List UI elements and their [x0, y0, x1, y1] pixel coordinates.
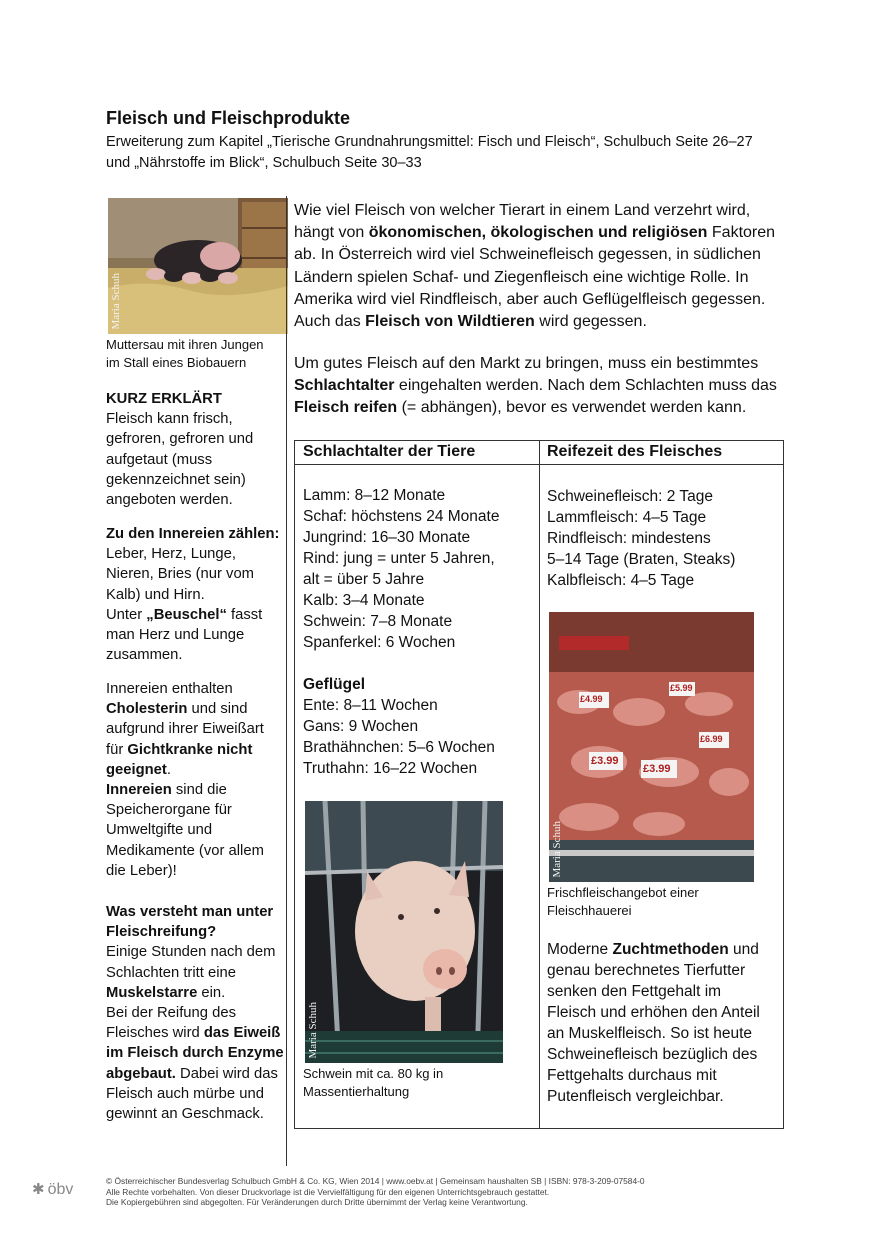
photo-credit: Maria Schuh [110, 273, 122, 330]
text-line [106, 983, 284, 1003]
eiweiss-term: das Eiweiß [203, 1025, 281, 1042]
text-fragment: eingehalten werden. Nach dem Schlachten muss das [394, 377, 777, 395]
text-fragment: Dabei wird das [175, 1065, 278, 1082]
photo-pig [305, 801, 503, 1063]
price-tag: £5.99 [670, 683, 693, 693]
price-tag: £3.99 [591, 755, 619, 767]
text-line [106, 605, 279, 625]
text-line: angeboten werden. [106, 492, 233, 509]
text-line: zusammen. [106, 647, 183, 664]
text-fragment: Unter [106, 606, 147, 623]
text-fragment: wird gegessen. [534, 313, 647, 331]
text-line: Fettgehalts durchaus mit [547, 1067, 717, 1084]
price-tag: £6.99 [700, 734, 723, 744]
text-line: gefroren, gefroren und [106, 431, 254, 448]
text-line: Medikamente (vor allem [106, 842, 264, 859]
table-header-reifezeit: Reifezeit des Fleisches [547, 443, 723, 460]
text-line: die Leber)! [106, 862, 177, 879]
reifung-heading-text: Fleischreifung? [106, 924, 217, 941]
cholesterin-box [106, 679, 264, 881]
text-fragment: Fleisches wird [106, 1025, 204, 1042]
photo-sow-piglets-image [108, 198, 288, 334]
column-divider [286, 196, 287, 1166]
geeignet-term: geeignet [106, 761, 167, 778]
intro-paragraph [294, 200, 775, 333]
text-line: Nieren, Bries (nur vom [106, 566, 255, 583]
reifezeit-list [547, 486, 735, 591]
text-line: Putenfleisch vergleichbar. [547, 1088, 724, 1105]
text-line: an Muskelfleisch. So ist heute [547, 1025, 753, 1042]
list-item: Schwein: 7–8 Monate [303, 613, 453, 630]
text-line: gewinnt an Geschmack. [106, 1106, 264, 1123]
gicht-term: Gichtkranke nicht [127, 741, 253, 758]
photo-credit: Maria Schuh [551, 821, 563, 878]
table-header-schlachtalter: Schlachtalter der Tiere [303, 443, 476, 460]
photo-credit: Maria Schuh [307, 1002, 319, 1059]
kurz-erklaert-box [106, 389, 253, 510]
list-item: Schweinefleisch: 2 Tage [547, 488, 714, 505]
caption-line: im Stall eines Biobauern [106, 355, 247, 370]
oebv-star-icon: ✱ [32, 1181, 45, 1198]
publisher-logo [32, 1180, 73, 1199]
text-line: Schweinefleisch bezüglich des [547, 1046, 758, 1063]
text-line: genau berechnetes Tierfutter [547, 962, 746, 979]
text-line: Amerika wird viel Rindfleisch, aber auch Geflügelfleisch gegessen. [294, 290, 766, 308]
footer-line: Alle Rechte vorbehalten. Von dieser Druckvorlage ist die Vervielfältigung für den eigenen Unterrichtsgebrauch gestattet. [106, 1186, 550, 1197]
innereien-heading-text: Zu den Innereien zählen: [106, 526, 280, 542]
text-line: aufgrund ihrer Eiweißart [106, 721, 264, 738]
page-title: Fleisch und Fleischprodukte [106, 108, 351, 128]
text-line: Fleisch und erhöhen den Anteil [547, 1004, 760, 1021]
text-fragment: ein. [197, 984, 226, 1001]
photo-meat-counter-image [549, 612, 754, 882]
list-item: Rindfleisch: mindestens [547, 530, 711, 547]
list-item: Jungrind: 16–30 Monate [303, 529, 471, 546]
text-line [547, 939, 760, 960]
muskelstarre-term: Muskelstarre [106, 984, 198, 1001]
text-line [294, 397, 777, 419]
text-line: Fleisch auch mürbe und [106, 1085, 264, 1102]
kurz-erklaert-heading-text: KURZ ERKLÄRT [106, 391, 222, 407]
cholesterin-term: Cholesterin [106, 701, 188, 718]
text-line: Wie viel Fleisch von welcher Tierart in einem Land verzehrt wird, [294, 202, 751, 219]
text-line: Umweltgifte und [106, 822, 213, 839]
enzyme-term: im Fleisch durch Enzyme [106, 1045, 284, 1062]
text-line: ab. In Österreich wird viel Schweinefleisch gegessen, in südlichen [294, 246, 761, 264]
schlachtalter-term: Schlachtalter [294, 377, 395, 395]
list-item: 5–14 Tage (Braten, Steaks) [547, 551, 736, 568]
subtitle-line: Erweiterung zum Kapitel „Tierische Grundnahrungsmittel: Fisch und Fleisch“, Schulbuch Seite 26–27 [106, 134, 753, 150]
text-fragment: . [166, 761, 171, 778]
list-item: Lammfleisch: 4–5 Tage [547, 509, 707, 526]
text-fragment: für [106, 741, 128, 758]
text-line: Bei der Reifung des [106, 1005, 236, 1022]
text-line: gekennzeichnet sein) [106, 471, 246, 488]
text-fragment: fasst [226, 606, 263, 623]
innereien-heading [106, 524, 279, 544]
text-line: aufgetaut (muss [106, 451, 213, 468]
list-item: Truthahn: 16–22 Wochen [303, 760, 478, 777]
text-line: Fleisch kann frisch, [106, 411, 233, 428]
subtitle-line: und „Nährstoffe im Blick“, Schulbuch Seite 30–33 [106, 155, 422, 171]
caption-line: Schwein mit ca. 80 kg in [303, 1066, 444, 1081]
text-fragment: Auch das [294, 313, 366, 331]
abgebaut-term: abgebaut. [106, 1065, 176, 1082]
zuchtmethoden-term: Zuchtmethoden [612, 941, 729, 958]
text-fragment: Moderne [547, 941, 613, 958]
gefluegel-heading [303, 674, 499, 695]
text-line: Ländern spielen Schaf- und Ziegenfleisch eine wichtige Rolle. In [294, 268, 749, 286]
fleischreifung-box [106, 902, 284, 1124]
list-item: Kalbfleisch: 4–5 Tage [547, 572, 695, 589]
text-line [106, 760, 264, 780]
kurz-erklaert-heading [106, 389, 253, 409]
list-item: Lamm: 8–12 Monate [303, 487, 446, 504]
fleisch-reifen-term: Fleisch reifen [294, 399, 398, 417]
text-line: Leber, Herz, Lunge, [106, 546, 236, 563]
footer-line: © Österreichischer Bundesverlag Schulbuch GmbH & Co. KG, Wien 2014 | www.oebv.at | Gemeinsam haushalten SB | ISBN: 978-3-209-07584-0 [106, 1176, 645, 1186]
text-line: senken den Fettgehalt im [547, 983, 722, 1000]
text-line: man Herz und Lunge [106, 627, 245, 644]
text-fragment: (= abhängen), bevor es verwendet werden kann. [397, 399, 747, 417]
faktoren-term: ökonomischen, ökologischen und religiösen [368, 224, 708, 242]
list-item: Rind: jung = unter 5 Jahren, [303, 550, 495, 567]
list-item: Kalb: 3–4 Monate [303, 592, 425, 609]
list-item: Brathähnchen: 5–6 Wochen [303, 739, 495, 756]
photo-meat-caption [547, 884, 699, 920]
page-subtitle [106, 132, 806, 174]
text-line [106, 1043, 284, 1063]
photo-pig-caption [303, 1065, 443, 1101]
text-line: Innereien enthalten [106, 681, 233, 697]
caption-line: Muttersau mit ihren Jungen [106, 337, 264, 352]
text-line [294, 222, 775, 244]
caption-line: Frischfleischangebot einer [547, 885, 699, 900]
list-item: Spanferkel: 6 Wochen [303, 634, 456, 651]
text-line: Schlachten tritt eine [106, 964, 236, 981]
price-tag: £4.99 [580, 694, 603, 704]
list-item: alt = über 5 Jahre [303, 571, 425, 588]
price-tag: £3.99 [643, 763, 671, 775]
caption-line: Fleischhauerei [547, 903, 632, 918]
text-line [106, 1064, 284, 1084]
text-line [106, 740, 264, 760]
photo-pig-image [305, 801, 503, 1063]
reifung-heading-text: Was versteht man unter [106, 904, 274, 920]
photo-meat-counter [549, 612, 754, 882]
photo-sow-piglets [108, 198, 288, 334]
footer-line: Die Kopiergebühren sind abgegolten. Für Veränderungen durch Dritte übernimmt der Verlag keine Verantwortung. [106, 1197, 528, 1207]
reifung-heading [106, 902, 284, 922]
beuschel-term: „Beuschel“ [146, 606, 227, 623]
text-fragment: Faktoren [707, 224, 776, 242]
innereien-box [106, 524, 279, 665]
list-item: Schaf: höchstens 24 Monate [303, 508, 500, 525]
innereien-term: Innereien [106, 782, 172, 799]
gefluegel-heading-text: Geflügel [303, 676, 366, 693]
schlachtalter-paragraph [294, 353, 777, 420]
text-line: Um gutes Fleisch auf den Markt zu bringen, muss ein bestimmtes [294, 355, 759, 372]
text-fragment: und sind [187, 701, 248, 718]
caption-line: Massentierhaltung [303, 1084, 410, 1099]
photo-sow-caption [106, 336, 264, 372]
wildtiere-term: Fleisch von Wildtieren [365, 313, 535, 331]
text-line [106, 699, 264, 719]
text-fragment: und [728, 941, 759, 958]
schlachtalter-list [303, 485, 499, 779]
copyright-footer [106, 1176, 645, 1208]
reifung-heading [106, 922, 284, 942]
publisher-logo-text: öbv [47, 1181, 74, 1198]
text-line [106, 780, 264, 800]
zuchtmethoden-text [547, 939, 760, 1107]
text-line [106, 1023, 284, 1043]
text-line: Speicherorgane für [106, 802, 232, 819]
text-line [294, 375, 777, 397]
info-table [294, 440, 784, 1129]
text-line: Einige Stunden nach dem [106, 944, 276, 961]
text-line: Kalb) und Hirn. [106, 586, 205, 603]
text-line [294, 311, 775, 333]
text-fragment: hängt von [294, 224, 369, 242]
list-item: Gans: 9 Wochen [303, 718, 419, 735]
spacer [303, 653, 499, 674]
list-item: Ente: 8–11 Wochen [303, 697, 438, 714]
text-fragment: sind die [171, 782, 227, 799]
table-column-divider [539, 441, 540, 1128]
